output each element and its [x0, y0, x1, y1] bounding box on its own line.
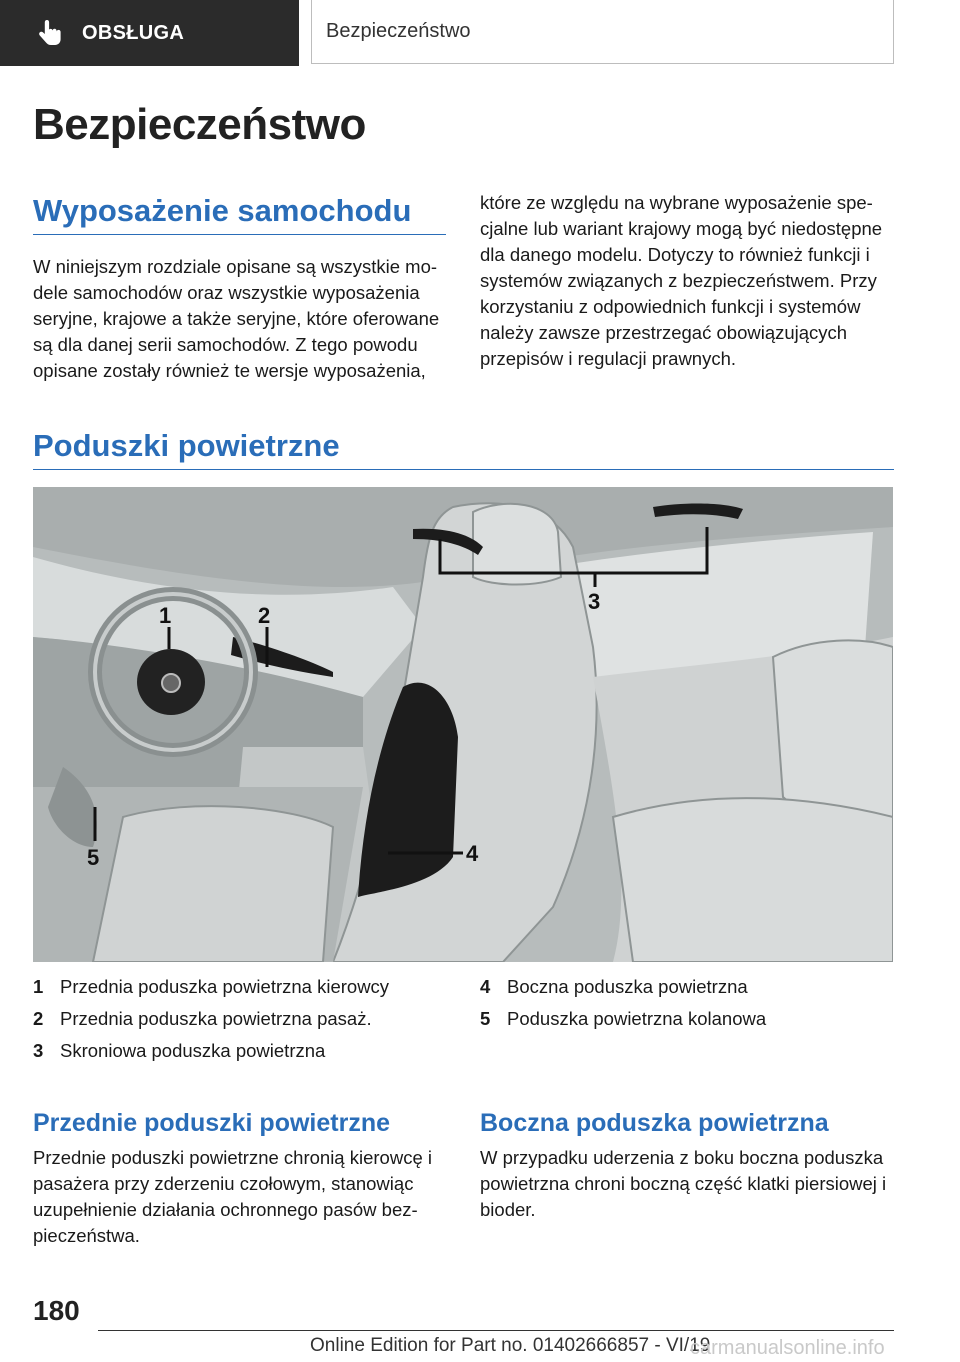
car-interior-drawing — [33, 487, 893, 962]
legend-col1 — [33, 971, 389, 1067]
section-tab — [0, 0, 299, 66]
chapter-tab-label: Bezpieczeństwo — [326, 20, 471, 42]
section-tab-label: OBSŁUGA — [82, 21, 185, 44]
front-airbags-text: Przednie poduszki powietrzne chronią kierowcę i pasażera przy zderzeniu czołowym, stanowiąc uzupełnienie działania ochronnego pasów bezpieczeństwa. — [33, 1147, 432, 1246]
airbag-illustration — [33, 487, 893, 962]
footer-edition: Online Edition for Part no. 01402666857 - VI/19 — [310, 1335, 711, 1356]
legend-text: Przednia poduszka powietrzna pasaż. — [60, 1008, 372, 1029]
section-heading-equipment: Wyposażenie samochodu — [33, 193, 412, 228]
legend-text: Skroniowa poduszka powietrzna — [60, 1040, 326, 1061]
legend-num: 2 — [33, 1008, 44, 1029]
page-header — [0, 0, 960, 66]
section-heading-airbags: Poduszki powietrzne — [33, 428, 340, 463]
footer-rule — [98, 1330, 894, 1331]
callout-label: 1 — [159, 603, 172, 628]
legend-item — [33, 1035, 389, 1067]
legend-num: 4 — [480, 976, 491, 997]
legend-item — [33, 1003, 389, 1035]
legend-num: 3 — [33, 1040, 44, 1061]
watermark: carmanualsonline.info — [690, 1337, 885, 1359]
legend-text: Poduszka powietrzna kolanowa — [507, 1008, 767, 1029]
heading-rule — [33, 234, 446, 235]
legend-item — [33, 971, 389, 1003]
legend-col2 — [480, 971, 766, 1035]
callout-label: 5 — [87, 845, 100, 870]
side-airbag-text: W przypadku uderzenia z boku boczna poduszka powietrzna chroni boczną część klatki piersiowej i bioder. — [480, 1147, 887, 1220]
legend-item — [480, 971, 766, 1003]
legend-text: Boczna poduszka powietrzna — [507, 976, 748, 997]
page-number: 180 — [33, 1295, 80, 1326]
page-title: Bezpieczeństwo — [33, 100, 366, 149]
equipment-text-col2: które ze względu na wybrane wyposażenie specjalne lub wariant krajowy mogą być niedostępne dla danego modelu. Dotyczy to również funkcji i systemów związanych z bezpieczeństwem. Przy korzystaniu z odpowiednich funkcji i systemów należy zawsze przestrzegać obowiązujących przepisów i regulacji prawnych. — [480, 192, 883, 369]
callout-label: 2 — [258, 603, 271, 628]
callout-label: 4 — [466, 841, 479, 866]
legend-num: 5 — [480, 1008, 491, 1029]
section-heading-front-airbags: Przednie poduszki powietrzne — [33, 1109, 390, 1137]
equipment-text-col1: W niniejszym rozdziale opisane są wszystkie modele samochodów oraz wszystkie wyposażenia seryjne, krajowe a także seryjne, które oferowane są dla danej serii samochodów. Z tego powodu opisane zostały również te wersje wyposażenia, — [33, 256, 440, 381]
legend-num: 1 — [33, 976, 44, 997]
heading-rule — [33, 469, 894, 470]
chapter-tab — [311, 0, 894, 64]
section-heading-side-airbag: Boczna poduszka powietrzna — [480, 1109, 829, 1137]
legend-item — [480, 1003, 766, 1035]
callout-label: 3 — [588, 589, 601, 614]
legend-text: Przednia poduszka powietrzna kierowcy — [60, 976, 390, 997]
hand-pointer-icon — [34, 17, 66, 49]
